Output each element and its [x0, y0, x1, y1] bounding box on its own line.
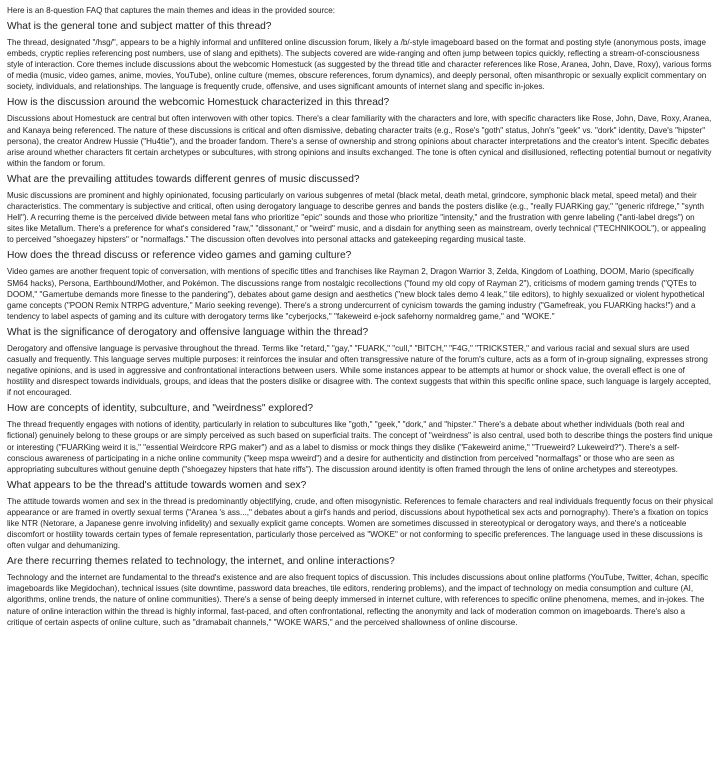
- faq-question: How is the discussion around the webcomic Homestuck characterized in this thread?: [7, 97, 390, 109]
- faq-question: What appears to be the thread's attitude towards women and sex?: [7, 479, 307, 491]
- faq-item-6: [7, 402, 713, 474]
- intro-text: Here is an 8-question FAQ that captures the main themes and ideas in the provided source:: [7, 6, 335, 15]
- faq-question: What are the prevailing attitudes towards different genres of music discussed?: [7, 173, 360, 185]
- faq-answer: Technology and the internet are fundamental to the thread's existence and are also frequent topics of discussion. This includes discussions about online platforms (YouTube, Twitter, 4chan, specific imageboards like Megidochan), technical issues (site downtime, password data breaches, tile editors, rendering problems), and the impact of technology on media consumption and culture (AI, algorithms, online trends, the nature of online communities). There's a sense of being deeply immersed in internet culture, with references to specific online phenomena, memes, and in-jokes. The nature of online interaction within the thread is highly informal, fast-paced, and often confrontational, reflecting the anonymity and lack of moderation common on imageboards. There's also a critique of certain aspects of online culture, such as "dramabait channels," "WOKE WARS," and the perceived shallowness of online discourse.: [7, 573, 709, 627]
- faq-item-5: [7, 326, 713, 398]
- faq-item-8: [7, 555, 713, 627]
- faq-answer: Video games are another frequent topic of conversation, with mentions of specific titles and franchises like Rayman 2, Dragon Warrior 3, Zelda, Kingdom of Loathing, DOOM, Mario (specifically SM64 hacks), Persona, Earthbound/Mother, and Pokémon. The discussions range from nostalgic recollections ("found my old copy of Rayman 2"), criticisms of modern gaming trends ("QTEs to DOOM," "Gamertube demands more finesse to the pandering"), debates about game design and aesthetics ("new block tales demo 4 leak," tile editors), to highly sexualized or violent hypothetical game concepts ("POON Remix NTRPG adventure," Mario seeking revenge). There's a strong undercurrent of cynicism towards the gaming industry ("Gamefreak, you FUARKing hacks!") and a tendency to label aspects of gaming and its culture with derogatory terms like "cyberjocks," "fakeweird e-jock safehorny normaldreg game," and "WOKE.": [7, 267, 705, 321]
- faq-question: How does the thread discuss or reference video games and gaming culture?: [7, 250, 352, 262]
- faq-item-3: [7, 173, 713, 245]
- faq-question: Are there recurring themes related to technology, the internet, and online interactions?: [7, 556, 395, 568]
- faq-answer: Derogatory and offensive language is pervasive throughout the thread. Terms like "retard," "gay," "FUARK," "cull," "BITCH," "F4G," "TRICKSTER," and various racial and sexual slurs are used casually and frequently. This language serves multiple purposes: it reinforces the insular and often transgressive nature of the forum's culture, acts as a form of in-group signaling, expresses strong negative opinions, and is used in aggressive and confrontational interactions between users. While some instances appear to be attempts at humor or shock value, the overall effect is one of hostility and disrespect towards individuals, groups, and ideas that the posters dislike or disagree with. The context suggests that within this specific online space, such language is largely accepted, if not encouraged.: [7, 343, 711, 398]
- faq-question: How are concepts of identity, subculture, and "weirdness" explored?: [7, 403, 314, 415]
- faq-item-7: [7, 479, 713, 551]
- faq-answer: The attitude towards women and sex in the thread is predominantly objectifying, crude, and often misogynistic. References to female characters and real individuals frequently focus on their physical appearance or are framed in overtly sexual terms ("Aranea 's ass...," debates about a girl's hands and period, discussions about hypothetical sex acts and pornography). There's a fixation on topics like NTR (Netorare, a Japanese genre involving infidelity) and sexually explicit game concepts. Women are sometimes discussed in stereotypical or derogatory ways, and there's a noticeable discomfort or hostility towards certain types of female representation, particularly those perceived as "WOKE" or not conforming to specific preferences. The language used in these discussions is often vulgar and dehumanizing.: [7, 496, 713, 551]
- faq-item-1: [7, 20, 713, 92]
- faq-answer: Music discussions are prominent and highly opinionated, focusing particularly on various subgenres of metal (black metal, death metal, grindcore, symphonic black metal, speed metal) and their characteristics. The commentary is subjective and critical, often using derogatory language to describe genres and bands the posters dislike (e.g., "really FUARKing gay," "generic rifdrege," "synth Hell"). A recurring theme is the perceived divide between metal fans who prioritize "epic" sounds and those who prioritize "intensity," and the frustration with genre labeling ("anti-label dregs") on sites like Metallum. There's a preference for what's considered "raw," "dissonant," or "weird" music, and a disdain for anything seen as mainstream, overly technical ("TECHNIKOOL"), or appealing to perceived "shoegazey hipsters" or "normalfags." The discussion often devolves into personal attacks and gatekeeping regarding musical taste.: [7, 190, 706, 245]
- faq-question: What is the general tone and subject matter of this thread?: [7, 21, 272, 32]
- faq-answer: The thread frequently engages with notions of identity, particularly in relation to subcultures like "goth," "geek," "dork," and "hipster." There's a debate about whether individuals (both real and fictional) genuinely belong to these groups or are simply perceived as such based on superficial traits. The concept of "weirdness" is also central, used both to describe things the posters find unique or interesting ("FUARKing weird it is," "essential Weirdcore RPG maker") and as a label to dismiss or mock things they dislike ("Fakeweird anime," "Trueweird? Lukeweird?"). There's a self-conscious awareness of participating in a niche online community ("keep mspa wweird") and a desire for authenticity and distinction from perceived "normalfags" or those who are seen as appropriating subcultures without genuine depth ("shoegazey hipsters that hate riffs"). The discussion around identity is often framed through the lens of online archetypes and stereotypes.: [7, 420, 713, 474]
- faq-item-4: [7, 249, 713, 321]
- faq-answer: Discussions about Homestuck are central but often interwoven with other topics. There's a clear familiarity with the characters and lore, with specific characters like Rose, John, Dave, Roxy, Aranea, and Kanaya being referenced. The nature of these discussions is critical and often dismissive, debating character traits (e.g., Rose's "goth" status, John's "geek" vs. "dork" identity, Dave's "hipster" persona), the creator Andrew Hussie ("Hu4tie"), and the broader fandom. There's a sense of ownership and strong opinions about character interpretations and the creator's intent. Specific debates arise around whether characters fit certain archetypes or subcultures, with strong opinions and insults exchanged. The tone is often cynical and disillusioned, reflecting potential burnout or negativity within the fandom or forum.: [7, 114, 712, 168]
- faq-item-2: [7, 96, 713, 168]
- faq-question: What is the significance of derogatory and offensive language within the thread?: [7, 326, 369, 338]
- faq-answer: The thread, designated "/hsg/", appears to be a highly informal and unfiltered online discussion forum, likely a /b/-style imageboard based on the format and posting style (anonymous posts, image embeds, cryptic replies referencing post numbers, use of slang and epithets). The subjects covered are wide-ranging and often jump between topics quickly, reflecting a stream-of-consciousness style of interaction. Core themes include discussions about the webcomic Homestuck (as suggested by the thread title and character references like Rose, Aranea, John, Dave, Roxy), various forms of media (music, video games, anime, movies, YouTube), online culture (memes, obscure references, forum dynamics), and deeply personal, often misanthropic or sexually explicit commentary on society, individuals, and relationships. The language is frequently crude, offensive, and uses significant amounts of internet slang and specific in-jokes.: [7, 38, 712, 92]
